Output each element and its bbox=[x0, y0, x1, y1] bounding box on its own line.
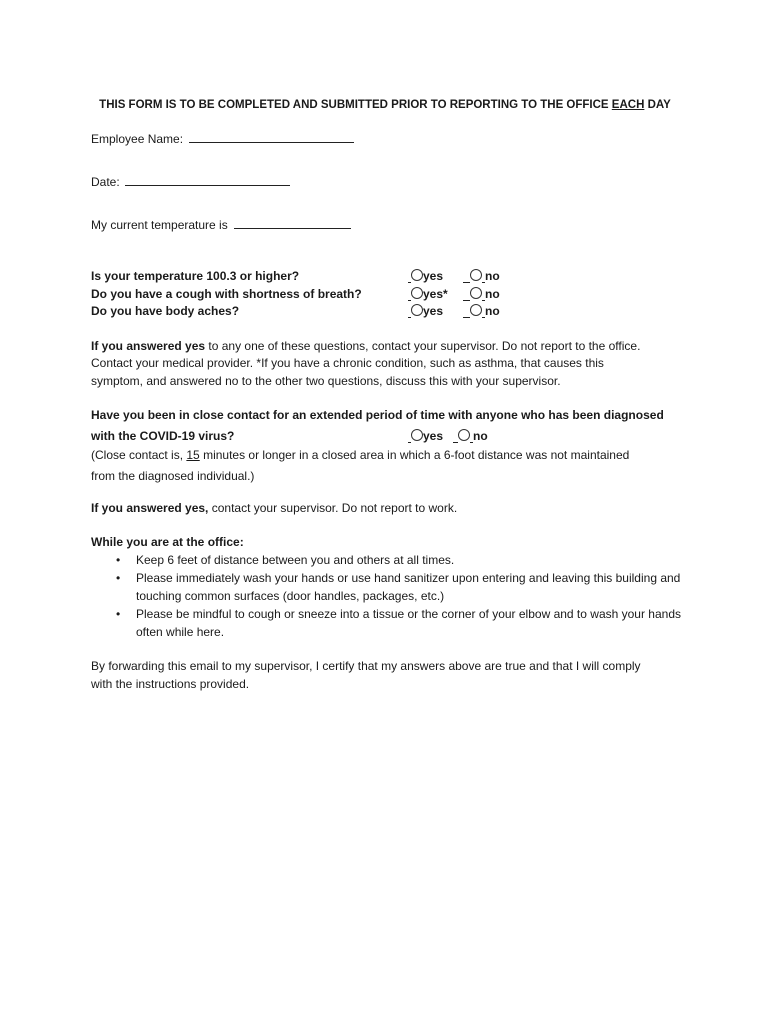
q3-no-option[interactable] bbox=[463, 302, 500, 323]
yes-instructions-bold: If you answered yes bbox=[91, 339, 206, 353]
contact-note-line2: from the diagnosed individual.) bbox=[91, 469, 255, 483]
office-bullets bbox=[91, 551, 691, 641]
employee-name-row bbox=[91, 129, 354, 148]
q3-no-label: no bbox=[485, 304, 500, 318]
question-body-aches: Do you have body aches? bbox=[91, 304, 240, 318]
certification-line2: with the instructions provided. bbox=[91, 677, 250, 691]
date-label: Date: bbox=[91, 175, 120, 189]
radio-icon[interactable] bbox=[411, 269, 423, 281]
contact-instructions-bold: If you answered yes, bbox=[91, 501, 209, 515]
contact-note-text-rest: minutes or longer in a closed area in which a 6-foot distance was not maintained bbox=[199, 448, 630, 462]
contact-note-minutes: 15 bbox=[186, 448, 200, 462]
contact-no-option[interactable] bbox=[453, 427, 488, 448]
radio-icon[interactable] bbox=[470, 287, 482, 299]
q3-yes-label: yes bbox=[423, 304, 444, 318]
question-cough: Do you have a cough with shortness of breath? bbox=[91, 287, 362, 301]
office-bullet: • Please immediately wash your hands or use hand sanitizer upon entering and leaving this building and touching common surfaces (door handles, packages, etc.) bbox=[91, 569, 691, 605]
form-title-text: THIS FORM IS TO BE COMPLETED AND SUBMITTED PRIOR TO REPORTING TO THE OFFICE bbox=[99, 99, 612, 111]
radio-icon[interactable] bbox=[470, 269, 482, 281]
yes-instructions-line2: Contact your medical provider. *If you have a chronic condition, such as asthma, that causes this bbox=[91, 356, 604, 370]
temperature-label: My current temperature is bbox=[91, 218, 228, 232]
yes-instructions-text: to any one of these questions, contact your supervisor. Do not report to the office. bbox=[205, 339, 641, 353]
contact-note-text: (Close contact is, bbox=[91, 448, 187, 462]
contact-instructions bbox=[91, 499, 457, 517]
contact-instructions-text: contact your supervisor. Do not report to work. bbox=[208, 501, 458, 515]
temperature-row bbox=[91, 215, 351, 234]
radio-icon[interactable] bbox=[411, 304, 423, 316]
radio-icon[interactable] bbox=[411, 287, 423, 299]
form-title-end: DAY bbox=[644, 99, 671, 111]
q2-yes-label: yes* bbox=[423, 287, 448, 301]
form-title-emphasis: EACH bbox=[611, 99, 645, 111]
contact-question-line2: with the COVID-19 virus? bbox=[91, 429, 235, 443]
office-heading: While you are at the office: bbox=[91, 535, 244, 549]
date-blank[interactable] bbox=[125, 172, 290, 186]
contact-no-label: no bbox=[473, 429, 488, 443]
certification-line1: By forwarding this email to my supervisor, I certify that my answers above are true and that I will comply bbox=[91, 659, 641, 673]
employee-name-label: Employee Name: bbox=[91, 132, 184, 146]
q1-yes-label: yes bbox=[423, 269, 444, 283]
q2-no-label: no bbox=[485, 287, 500, 301]
q3-yes-option[interactable] bbox=[408, 302, 443, 323]
contact-question-line1: Have you been in close contact for an extended period of time with anyone who has been diagnosed bbox=[91, 408, 664, 422]
employee-name-blank[interactable] bbox=[189, 129, 354, 143]
contact-note-line1 bbox=[91, 446, 629, 464]
temperature-blank[interactable] bbox=[234, 215, 351, 229]
contact-yes-label: yes bbox=[423, 429, 444, 443]
form-title bbox=[0, 96, 770, 114]
q1-no-label: no bbox=[485, 269, 500, 283]
radio-icon[interactable] bbox=[458, 429, 470, 441]
question-temperature: Is your temperature 100.3 or higher? bbox=[91, 269, 300, 283]
radio-icon[interactable] bbox=[470, 304, 482, 316]
yes-instructions-line3: symptom, and answered no to the other two questions, discuss this with your supervisor. bbox=[91, 374, 561, 388]
radio-icon[interactable] bbox=[411, 429, 423, 441]
office-bullet: • Please be mindful to cough or sneeze into a tissue or the corner of your elbow and to wash your hands often while here. bbox=[91, 605, 691, 641]
date-row bbox=[91, 172, 290, 191]
office-bullet: • Keep 6 feet of distance between you and others at all times. bbox=[91, 551, 691, 569]
yes-instructions-line1 bbox=[91, 337, 640, 355]
contact-yes-option[interactable] bbox=[408, 427, 443, 448]
